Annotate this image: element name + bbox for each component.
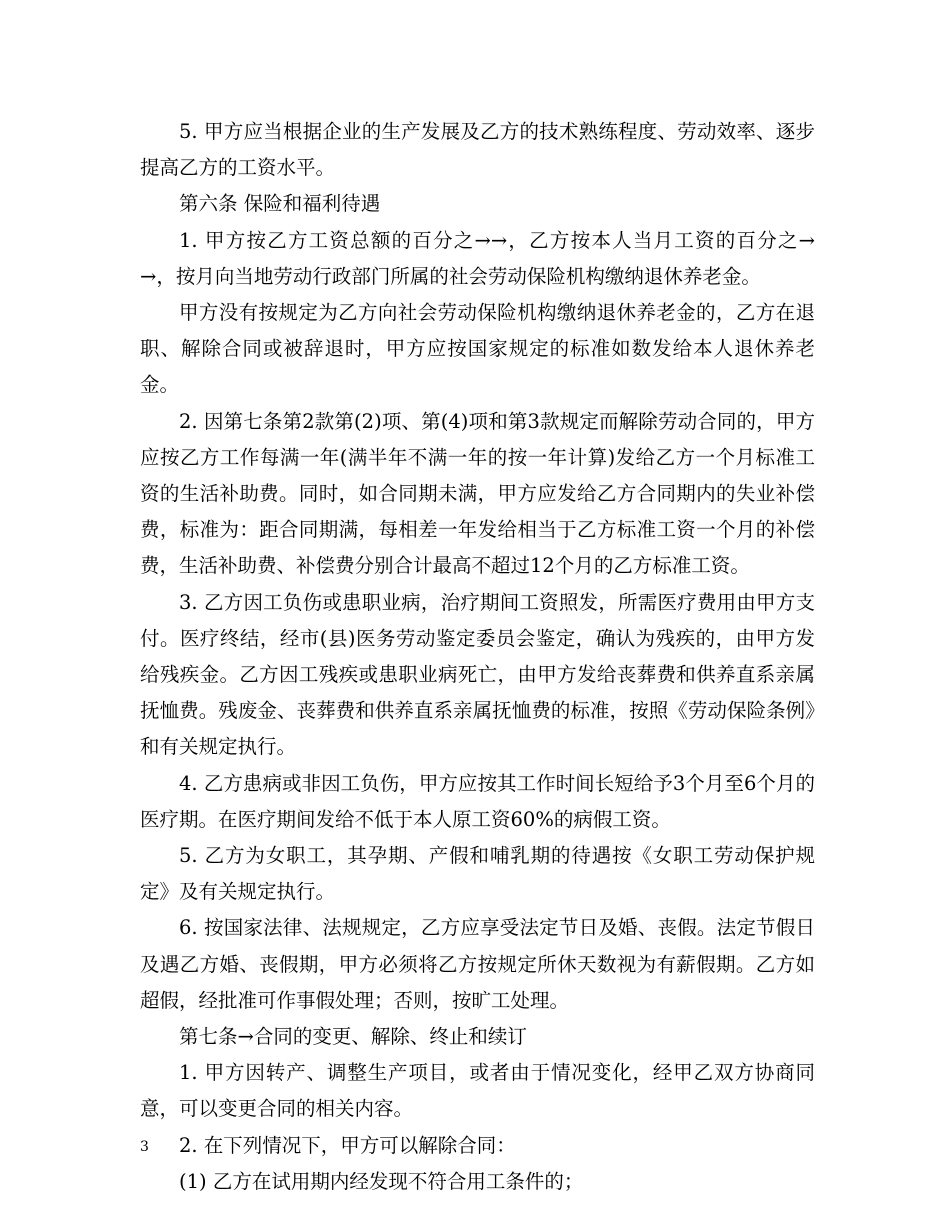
section-heading-article-7: 第七条→合同的变更、解除、终止和续订 [179, 1025, 527, 1049]
paragraph-pension-default: 甲方没有按规定为乙方向社会劳动保险机构缴纳退休养老金的，乙方在退职、解除合同或被辞退时，甲方应按国家规定的标准如数发给本人退休养老金。 [140, 301, 815, 397]
paragraph-clause-4-sick-leave: 4. 乙方患病或非因工负伤，甲方应按其工作时间长短给予3个月至6个月的医疗期。在医疗期间发给不低于本人原工资60%的病假工资。 [140, 771, 815, 831]
paragraph-clause-2-subsidy: 2. 因第七条第2款第(2)项、第(4)项和第3款规定而解除劳动合同的，甲方应按乙方工作每满一年(满半年不满一年的按一年计算)发给乙方一个月标准工资的生活补助费。同时，如合同期未满，甲方应发给乙方合同期内的失业补偿费，标准为：距合同期满，每相差一年发给相当于乙方标准工资一个月的补偿费，生活补助费、补偿费分别合计最高不超过12个月的乙方标准工资。 [140, 409, 815, 578]
paragraph-clause-5-female-workers: 5. 乙方为女职工，其孕期、产假和哺乳期的待遇按《女职工劳动保护规定》及有关规定执行。 [140, 844, 815, 904]
paragraph-clause-1-pension: 1. 甲方按乙方工资总额的百分之→→，乙方按本人当月工资的百分之→→，按月向当地劳动行政部门所属的社会劳动保险机构缴纳退休养老金。 [140, 228, 815, 288]
paragraph-clause-6-holidays: 6. 按国家法律、法规规定，乙方应享受法定节日及婚、丧假。法定节假日及遇乙方婚、丧假期，甲方必须将乙方按规定所休天数视为有薪假期。乙方如超假，经批准可作事假处理；否则，按旷工处理。 [140, 916, 815, 1012]
document-body [140, 114, 815, 1200]
paragraph-item-1-probation: (1) 乙方在试用期内经发现不符合用工条件的； [179, 1169, 584, 1193]
paragraph-clause-3-injury: 3. 乙方因工负伤或患职业病，治疗期间工资照发，所需医疗费用由甲方支付。医疗终结，经市(县)医务劳动鉴定委员会鉴定，确认为残疾的，由甲方发给残疾金。乙方因工残疾或患职业病死亡，由甲方发给丧葬费和供养直系亲属抚恤费。残废金、丧葬费和供养直系亲属抚恤费的标准，按照《劳动保险条例》和有关规定执行。 [140, 590, 815, 759]
page-number: 3 [140, 1139, 149, 1155]
paragraph-clause-2-termination: 2. 在下列情况下，甲方可以解除合同： [179, 1133, 516, 1157]
paragraph-clause-5-wage-level: 5. 甲方应当根据企业的生产发展及乙方的技术熟练程度、劳动效率、逐步提高乙方的工资水平。 [140, 120, 815, 180]
section-heading-article-6: 第六条 保险和福利待遇 [179, 192, 381, 216]
paragraph-clause-1-contract-change: 1. 甲方因转产、调整生产项目，或者由于情况变化，经甲乙双方协商同意，可以变更合同的相关内容。 [140, 1061, 815, 1121]
